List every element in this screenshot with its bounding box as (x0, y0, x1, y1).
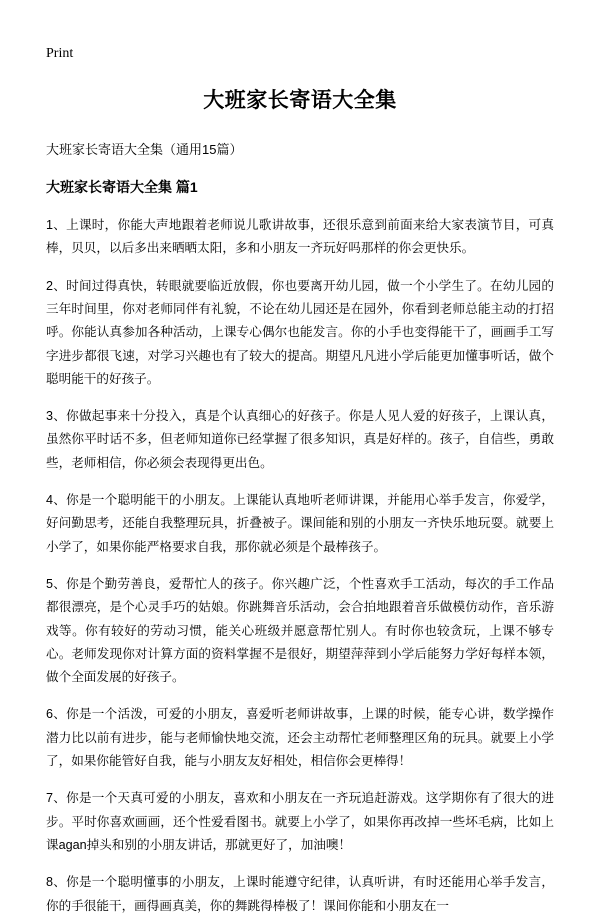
paragraph: 8、你是一个聪明懂事的小朋友，上课时能遵守纪律，认真听讲，有时还能用心举手发言，你的手很能干，画得画真美，你的舞跳得棒极了！课间你能和小朋友在一 (46, 875, 554, 913)
paragraph: 6、你是一个活泼，可爱的小朋友，喜爱听老师讲故事，上课的时候，能专心讲，数学操作潜力比以前有进步，能与老师愉快地交流，还会主动帮忙老师整理区角的玩具。就要上小学了，如果你能管好自我，能与小朋友友好相处，相信你会更棒得！ (46, 707, 554, 769)
paragraph: 2、时间过得真快，转眼就要临近放假，你也要离开幼儿园，做一个小学生了。在幼儿园的三年时间里，你对老师同伴有礼貌，不论在幼儿园还是在园外，你看到老师总能主动的打招呼。你能认真参加各种活动，上课专心偶尔也能发言。你的小手也变得能干了，画画手工写字进步都很飞速，对学习兴趣也有了较大的提高。期望凡凡进小学后能更加懂事听话，做个聪明能干的好孩子。 (46, 278, 554, 386)
print-button[interactable]: Print (46, 46, 74, 61)
paragraph: 3、你做起事来十分投入，真是个认真细心的好孩子。你是人见人爱的好孩子，上课认真，虽然你平时话不多，但老师知道你已经掌握了很多知识，真是好样的。孩子，自信些，勇敢些，老师相信，你必须会表现得更出色。 (46, 409, 554, 470)
paragraph: 7、你是一个天真可爱的小朋友，喜欢和小朋友在一齐玩追赶游戏。这学期你有了很大的进步。平时你喜欢画画，还个性爱看图书。就要上小学了，如果你再改掉一些坏毛病，比如上课agan掉头和别的小朋友讲话，那就更好了，加油噢！ (46, 791, 554, 852)
section-heading: 大班家长寄语大全集 篇1 (46, 179, 198, 196)
document-subtitle: 大班家长寄语大全集（通用15篇） (46, 142, 243, 158)
paragraph: 5、你是个勤劳善良，爱帮忙人的孩子。你兴趣广泛，个性喜欢手工活动，每次的手工作品都很漂亮，是个心灵手巧的姑娘。你跳舞音乐活动，会合拍地跟着音乐做模仿动作，音乐游戏等。你有较好的劳动习惯，能关心班级并愿意帮忙别人。有时你也较贪玩，上课不够专心。老师发现你对计算方面的资料掌握不是很好，期望萍萍到小学后能努力学好每样本领，做个全面发展的好孩子。 (46, 576, 554, 685)
paragraph: 4、你是一个聪明能干的小朋友。上课能认真地听老师讲课，并能用心举手发言，你爱学，好问勤思考，还能自我整理玩具，折叠被子。课间能和别的小朋友一齐快乐地玩耍。就要上小学了，如果你能严格要求自我，那你就必须是个最棒孩子。 (46, 493, 554, 554)
paragraph: 1、上课时，你能大声地跟着老师说儿歌讲故事，还很乐意到前面来给大家表演节目，可真棒，贝贝，以后多出来晒晒太阳，多和小朋友一齐玩好吗那样的你会更快乐。 (46, 218, 554, 256)
page-title: 大班家长寄语大全集 (203, 89, 397, 112)
